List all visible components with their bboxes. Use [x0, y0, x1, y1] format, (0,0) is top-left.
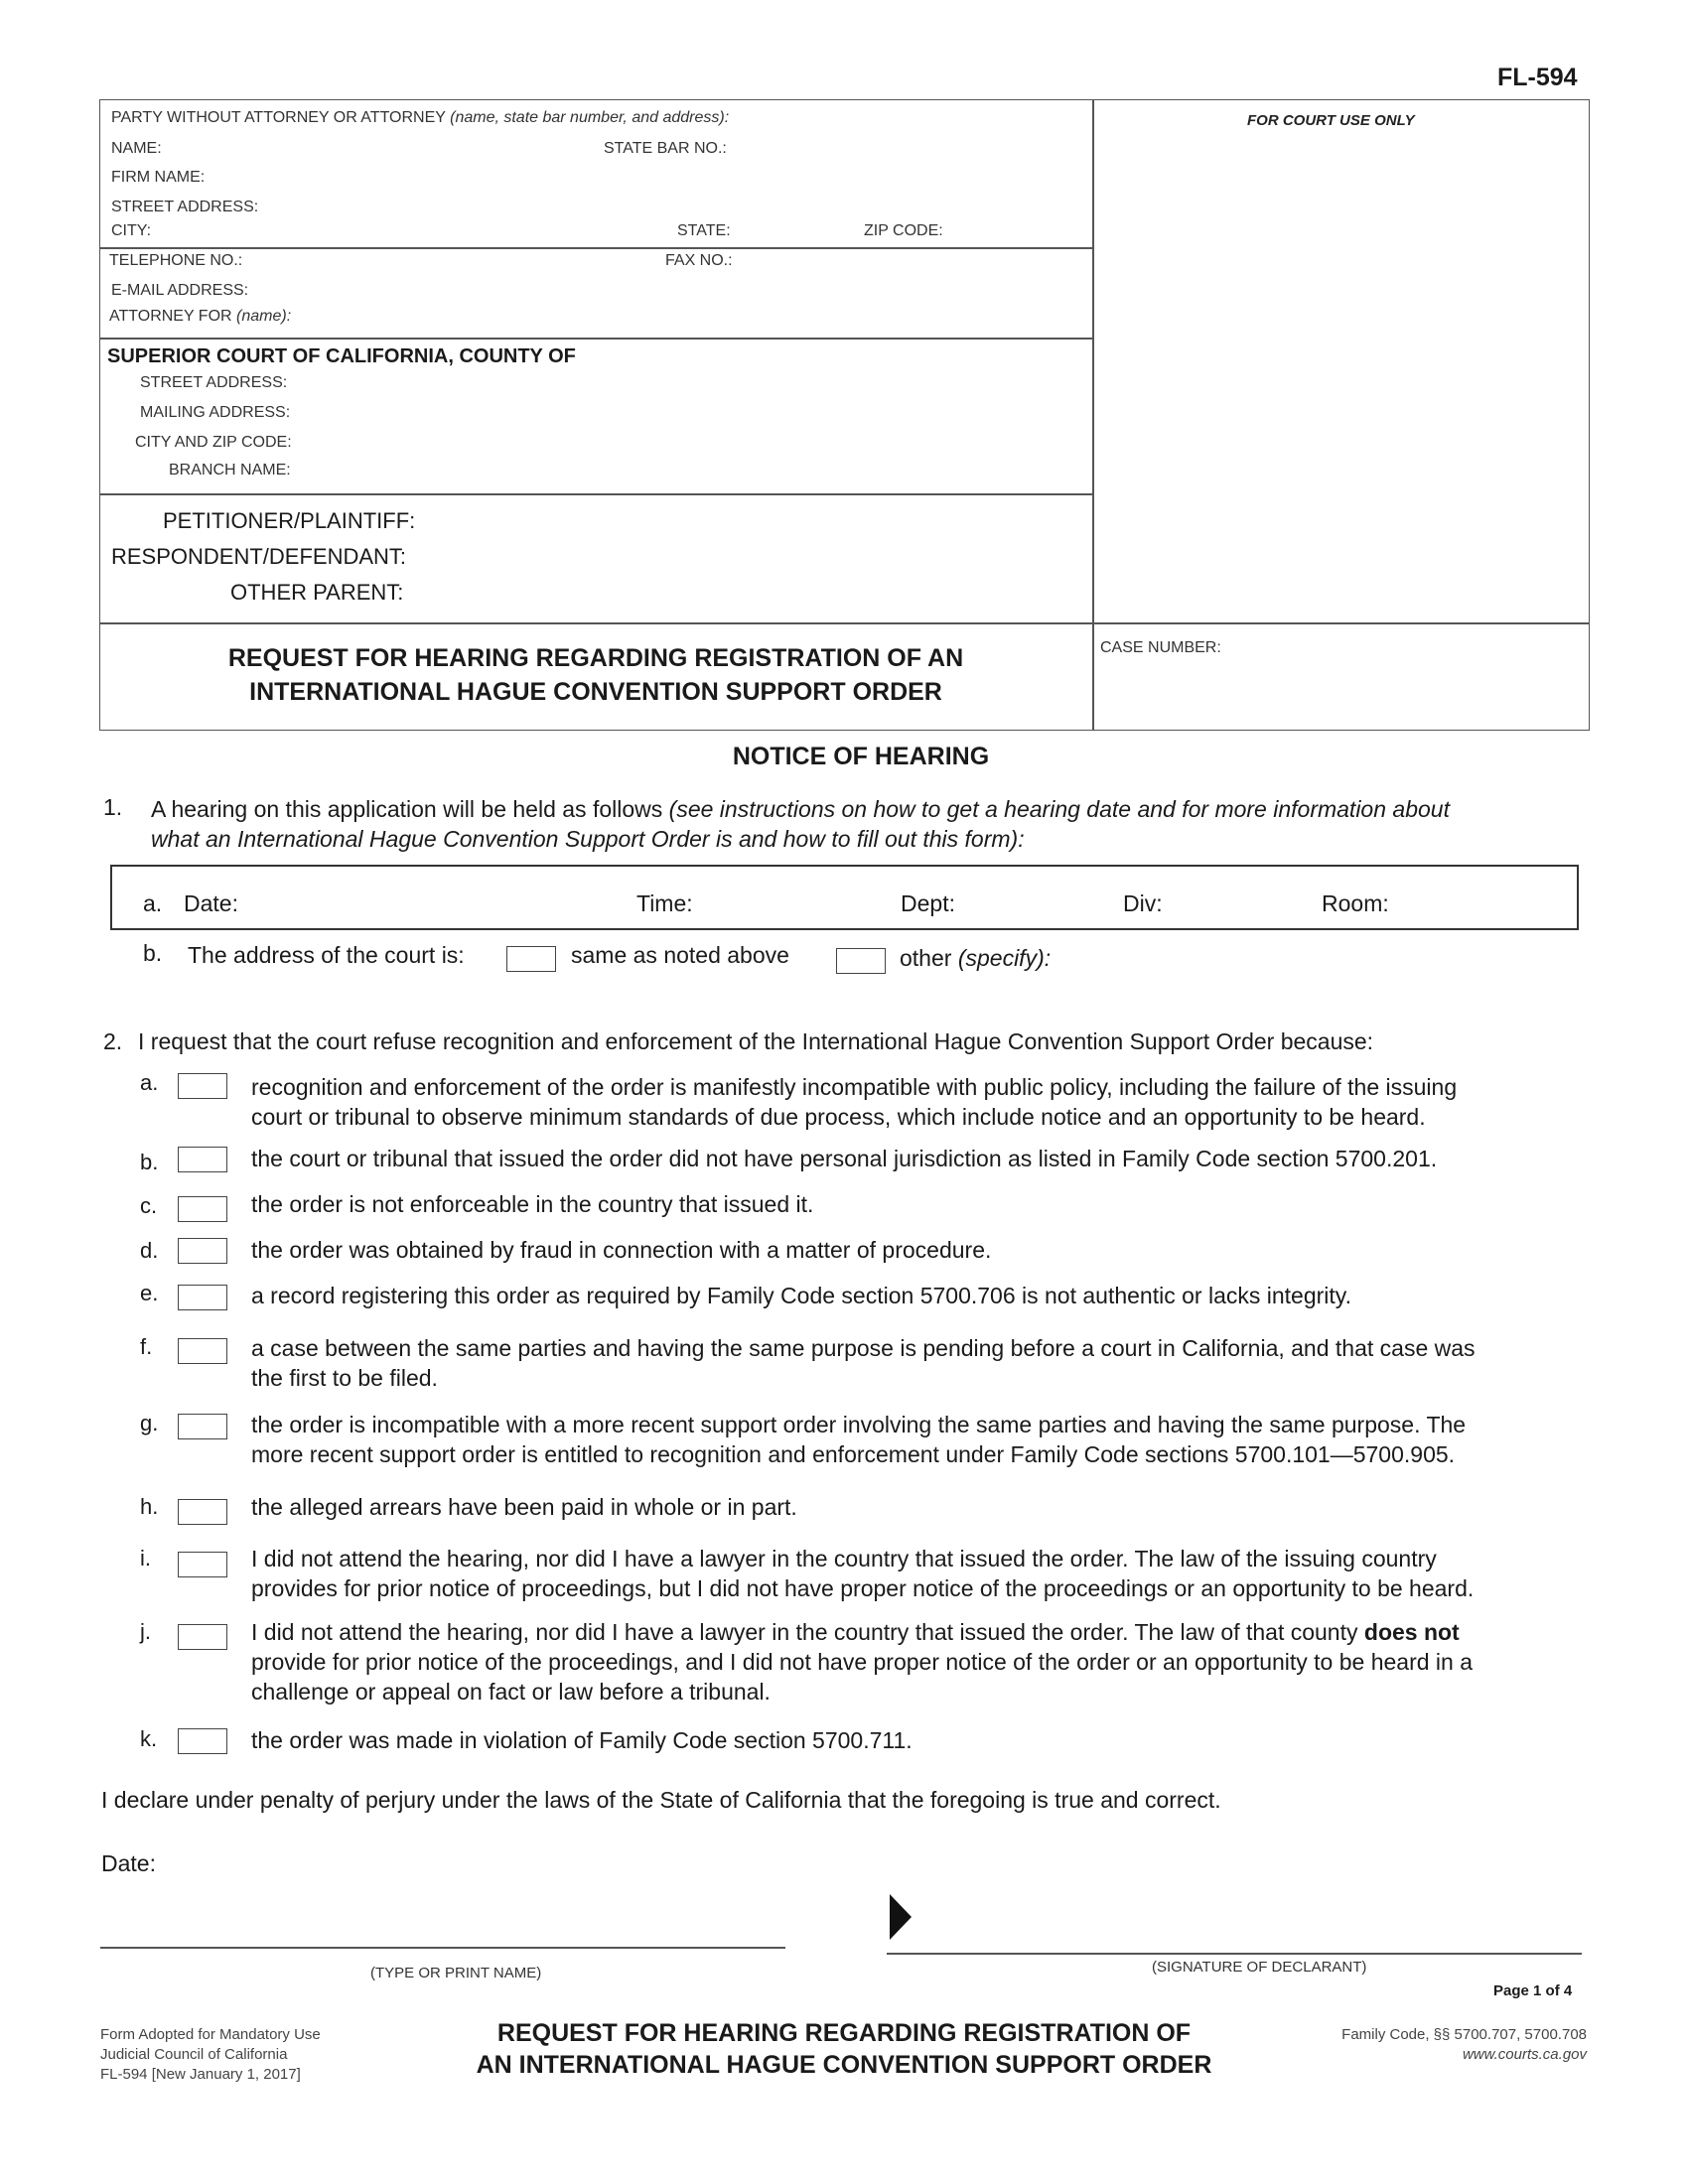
name-label[interactable]: NAME:: [111, 140, 162, 157]
caption-divider-2: [99, 338, 1092, 340]
signature-line[interactable]: [887, 1953, 1582, 1955]
city-label[interactable]: CITY:: [111, 222, 152, 239]
state-label[interactable]: STATE:: [677, 222, 731, 239]
other-address-checkbox[interactable]: [836, 948, 886, 974]
reason-letter: i.: [140, 1546, 151, 1570]
attorney-for-label[interactable]: ATTORNEY FOR (name):: [109, 308, 292, 325]
reason-d-text: the order was obtained by fraud in connection with a matter of procedure.: [251, 1237, 992, 1263]
reason-j-text: I did not attend the hearing, nor did I have a lawyer in the country that issued the order. The law of that county does not provide for prior notice of the proceedings, and I did not have proper notice of the order or an opportunity to be heard in a challenge or appeal on fact or law before a tribunal.: [251, 1619, 1474, 1705]
court-heading: SUPERIOR COURT OF CALIFORNIA, COUNTY OF: [107, 345, 576, 367]
caption-divider-4: [99, 622, 1590, 624]
form-title-line2: INTERNATIONAL HAGUE CONVENTION SUPPORT ORDER: [249, 678, 942, 706]
other-parent-label[interactable]: OTHER PARENT:: [230, 580, 404, 605]
reason-i-text: I did not attend the hearing, nor did I have a lawyer in the country that issued the order. The law of the issuing country provides for prior notice of proceedings, but I did not have proper notice of the proceedings or an opportunity to be heard.: [251, 1546, 1475, 1601]
reason-letter: k.: [140, 1726, 158, 1751]
respondent-label[interactable]: RESPONDENT/DEFENDANT:: [111, 544, 407, 569]
state-bar-label[interactable]: STATE BAR NO.:: [604, 140, 727, 157]
reason-c-checkbox[interactable]: [178, 1196, 227, 1222]
court-mailing-label[interactable]: MAILING ADDRESS:: [140, 404, 291, 421]
reason-e-checkbox[interactable]: [178, 1285, 227, 1310]
reason-f-checkbox[interactable]: [178, 1338, 227, 1364]
hearing-room-field[interactable]: Room:: [1322, 890, 1389, 916]
court-address-text: The address of the court is:: [188, 942, 465, 968]
email-label[interactable]: E-MAIL ADDRESS:: [111, 282, 249, 299]
reason-a-checkbox[interactable]: [178, 1073, 227, 1099]
reason-j-checkbox[interactable]: [178, 1624, 227, 1650]
petitioner-label[interactable]: PETITIONER/PLAINTIFF:: [163, 508, 416, 533]
reason-g-checkbox[interactable]: [178, 1414, 227, 1439]
reason-letter: f.: [140, 1334, 153, 1359]
hearing-date-field[interactable]: Date:: [184, 890, 238, 916]
court-street-label[interactable]: STREET ADDRESS:: [140, 374, 288, 391]
caption-divider-1: [99, 247, 1092, 249]
caption-divider-vertical: [1092, 99, 1094, 731]
signature-arrow-icon: [890, 1894, 912, 1940]
declaration-date-label[interactable]: Date:: [101, 1850, 156, 1876]
notice-heading: NOTICE OF HEARING: [732, 743, 990, 770]
item2-intro: I request that the court refuse recognition and enforcement of the International Hague Convention Support Order because:: [138, 1028, 1374, 1054]
reason-b-text: the court or tribunal that issued the order did not have personal jurisdiction as listed in Family Code section 5700.201.: [251, 1146, 1438, 1171]
reason-letter: j.: [140, 1619, 151, 1644]
reason-k-checkbox[interactable]: [178, 1728, 227, 1754]
footer-citation: Family Code, §§ 5700.707, 5700.708 www.courts.ca.gov: [1192, 2025, 1587, 2065]
reason-a-text: recognition and enforcement of the order is manifestly incompatible with public policy, including the failure of the issuing court or tribunal to observe minimum standards of due process, which include notice and an opportunity to be heard.: [251, 1074, 1458, 1130]
reason-letter: e.: [140, 1281, 159, 1305]
hearing-dept-field[interactable]: Dept:: [901, 890, 955, 916]
reason-c-text: the order is not enforceable in the country that issued it.: [251, 1191, 814, 1217]
reason-f-text: a case between the same parties and having the same purpose is pending before a court in California, and that case was the first to be filed.: [251, 1335, 1476, 1391]
reason-h-text: the alleged arrears have been paid in whole or in part.: [251, 1494, 797, 1520]
court-city-zip-label[interactable]: CITY AND ZIP CODE:: [135, 434, 292, 451]
reason-h-checkbox[interactable]: [178, 1499, 227, 1525]
caption-box: [99, 99, 1590, 731]
hearing-time-field[interactable]: Time:: [636, 890, 693, 916]
reason-g-text: the order is incompatible with a more recent support order involving the same parties and having the same purpose. The more recent support order is entitled to recognition and enforcement under Family Code sections 5700.101—5700.905.: [251, 1412, 1467, 1467]
court-branch-label[interactable]: BRANCH NAME:: [169, 462, 291, 478]
street-address-label[interactable]: STREET ADDRESS:: [111, 199, 259, 215]
case-number-label[interactable]: CASE NUMBER:: [1100, 639, 1221, 656]
hearing-div-field[interactable]: Div:: [1123, 890, 1163, 916]
item1-text: A hearing on this application will be held as follows (see instructions on how to get a hearing date and for more information about what an International Hague Convention Support Order is and how to fill out this form):: [151, 796, 1450, 852]
declaration-statement: I declare under penalty of perjury under the laws of the State of California that the foregoing is true and correct.: [101, 1787, 1221, 1813]
other-address-label: other (specify):: [900, 945, 1052, 971]
zip-code-label[interactable]: ZIP CODE:: [864, 222, 943, 239]
reason-d-checkbox[interactable]: [178, 1238, 227, 1264]
reason-letter: h.: [140, 1494, 159, 1519]
signature-caption: (SIGNATURE OF DECLARANT): [1152, 1959, 1367, 1976]
reason-letter: g.: [140, 1411, 159, 1435]
reason-letter: c.: [140, 1193, 158, 1218]
same-as-above-checkbox[interactable]: [506, 946, 556, 972]
caption-divider-3: [99, 493, 1092, 495]
address-b-letter: b.: [143, 940, 163, 966]
telephone-label[interactable]: TELEPHONE NO.:: [109, 252, 243, 269]
reason-letter: a.: [140, 1070, 159, 1095]
firm-name-label[interactable]: FIRM NAME:: [111, 169, 206, 186]
reason-i-checkbox[interactable]: [178, 1552, 227, 1577]
footer-adoption-info: Form Adopted for Mandatory Use Judicial Council of California FL-594 [New January 1, 2017]: [100, 2026, 321, 2083]
courts-website-link[interactable]: www.courts.ca.gov: [1462, 2046, 1587, 2063]
hearing-a-letter: a.: [143, 890, 163, 916]
page-number: Page 1 of 4: [1493, 1982, 1573, 1999]
fax-label[interactable]: FAX NO.:: [665, 252, 733, 269]
reason-letter: d.: [140, 1238, 159, 1263]
same-as-above-label: same as noted above: [571, 942, 789, 968]
court-use-label: FOR COURT USE ONLY: [1247, 112, 1415, 129]
reason-k-text: the order was made in violation of Family Code section 5700.711.: [251, 1727, 913, 1753]
type-name-caption: (TYPE OR PRINT NAME): [370, 1965, 542, 1981]
reason-b-checkbox[interactable]: [178, 1147, 227, 1172]
print-name-line[interactable]: [100, 1947, 785, 1949]
item2-number: 2.: [103, 1028, 123, 1054]
reason-letter: b.: [140, 1150, 159, 1174]
reason-e-text: a record registering this order as required by Family Code section 5700.706 is not authentic or lacks integrity.: [251, 1283, 1351, 1308]
footer-title: REQUEST FOR HEARING REGARDING REGISTRATION OF AN INTERNATIONAL HAGUE CONVENTION SUPPORT ORDER: [476, 2019, 1212, 2079]
form-id: FL-594: [1497, 64, 1578, 91]
form-title: [99, 641, 1092, 709]
form-title-line1: REQUEST FOR HEARING REGARDING REGISTRATION OF AN: [227, 644, 964, 672]
party-label: PARTY WITHOUT ATTORNEY OR ATTORNEY (name, state bar number, and address):: [111, 109, 730, 126]
item1-number: 1.: [103, 794, 123, 820]
